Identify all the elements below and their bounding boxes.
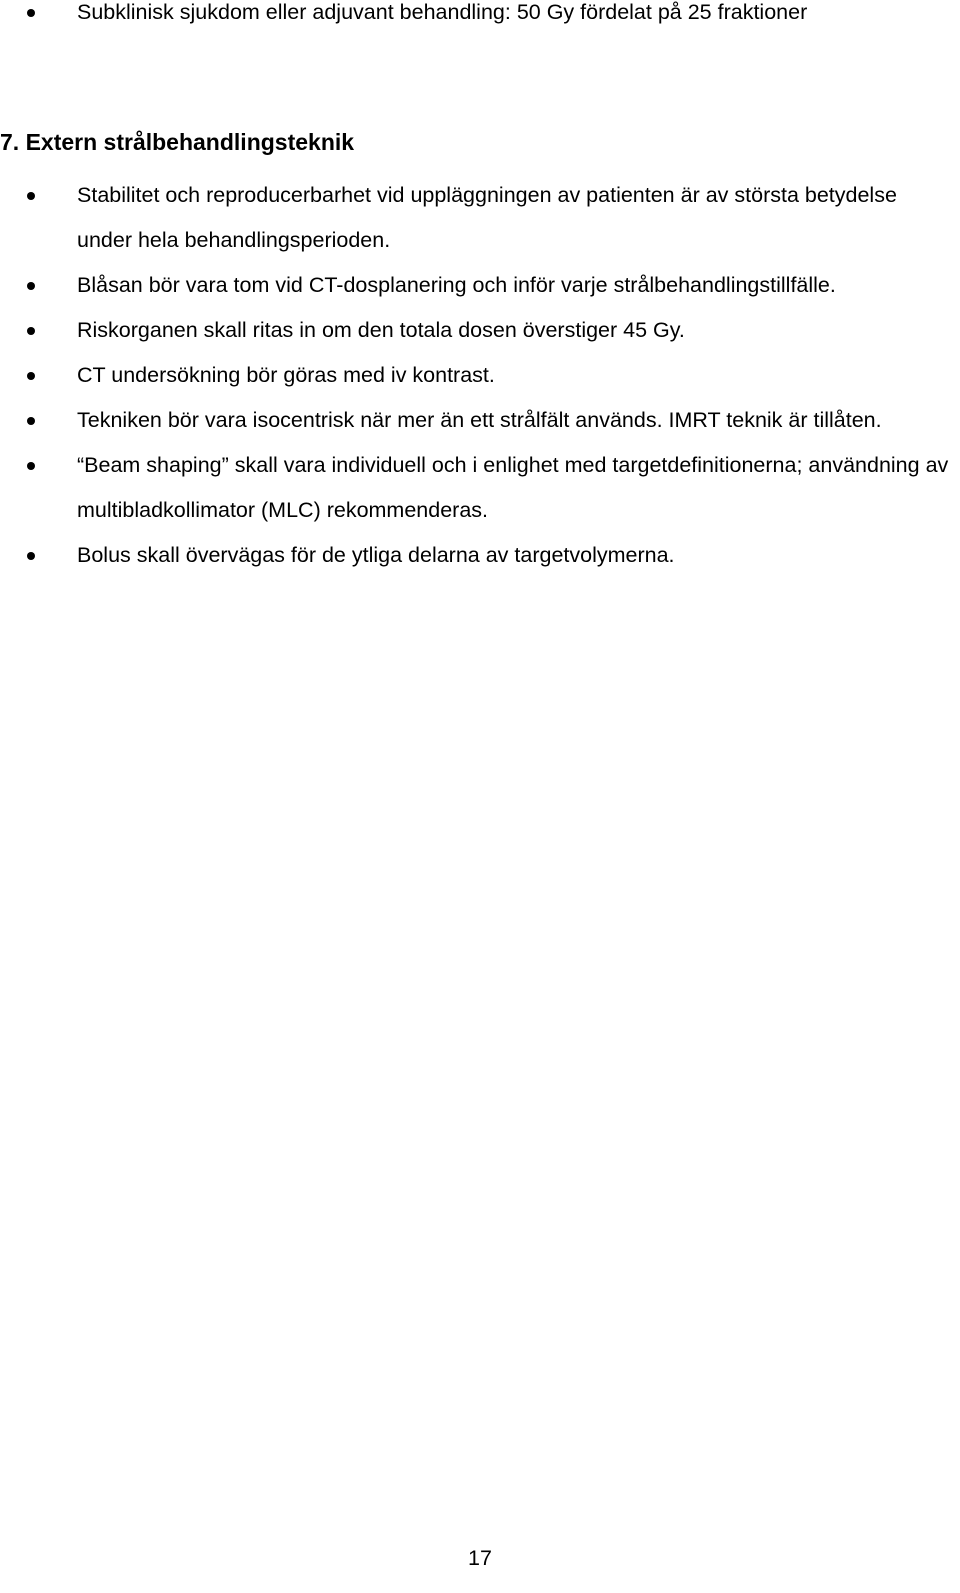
list-item (0, 308, 960, 353)
bullet-icon (27, 327, 35, 335)
top-bullet-list (0, 0, 960, 35)
list-item-text: “Beam shaping” skall vara individuell och i enlighet med targetdefinitionerna; användning av multibladkollimator (MLC) rekommenderas. (77, 453, 949, 522)
list-item (0, 443, 960, 533)
list-item-text: Stabilitet och reproducerbarhet vid uppläggningen av patienten är av största betydelse under hela behandlingsperioden. (77, 183, 897, 252)
list-item (0, 173, 960, 263)
bullet-icon (27, 552, 35, 560)
bullet-icon (27, 192, 35, 200)
list-item-text: Tekniken bör vara isocentrisk när mer än ett strålfält används. IMRT teknik är tillåten. (77, 408, 882, 432)
section-bullet-list (0, 173, 960, 578)
bullet-icon (27, 372, 35, 380)
bullet-icon (27, 9, 35, 17)
bullet-icon (27, 462, 35, 470)
list-item (0, 533, 960, 578)
page-number: 17 (468, 1546, 492, 1570)
list-item (0, 398, 960, 443)
list-item (0, 353, 960, 398)
bullet-icon (27, 282, 35, 290)
list-item (0, 0, 960, 35)
list-item (0, 263, 960, 308)
section-heading: 7. Extern strålbehandlingsteknik (0, 129, 355, 155)
list-item-text: Bolus skall övervägas för de ytliga delarna av targetvolymerna. (77, 543, 675, 567)
bullet-icon (27, 417, 35, 425)
list-item-text: Riskorganen skall ritas in om den totala dosen överstiger 45 Gy. (77, 318, 685, 342)
list-item-text: Subklinisk sjukdom eller adjuvant behandling: 50 Gy fördelat på 25 fraktioner (77, 0, 808, 24)
list-item-text: Blåsan bör vara tom vid CT-dosplanering och inför varje strålbehandlingstillfälle. (77, 273, 836, 297)
list-item-text: CT undersökning bör göras med iv kontrast. (77, 363, 495, 387)
